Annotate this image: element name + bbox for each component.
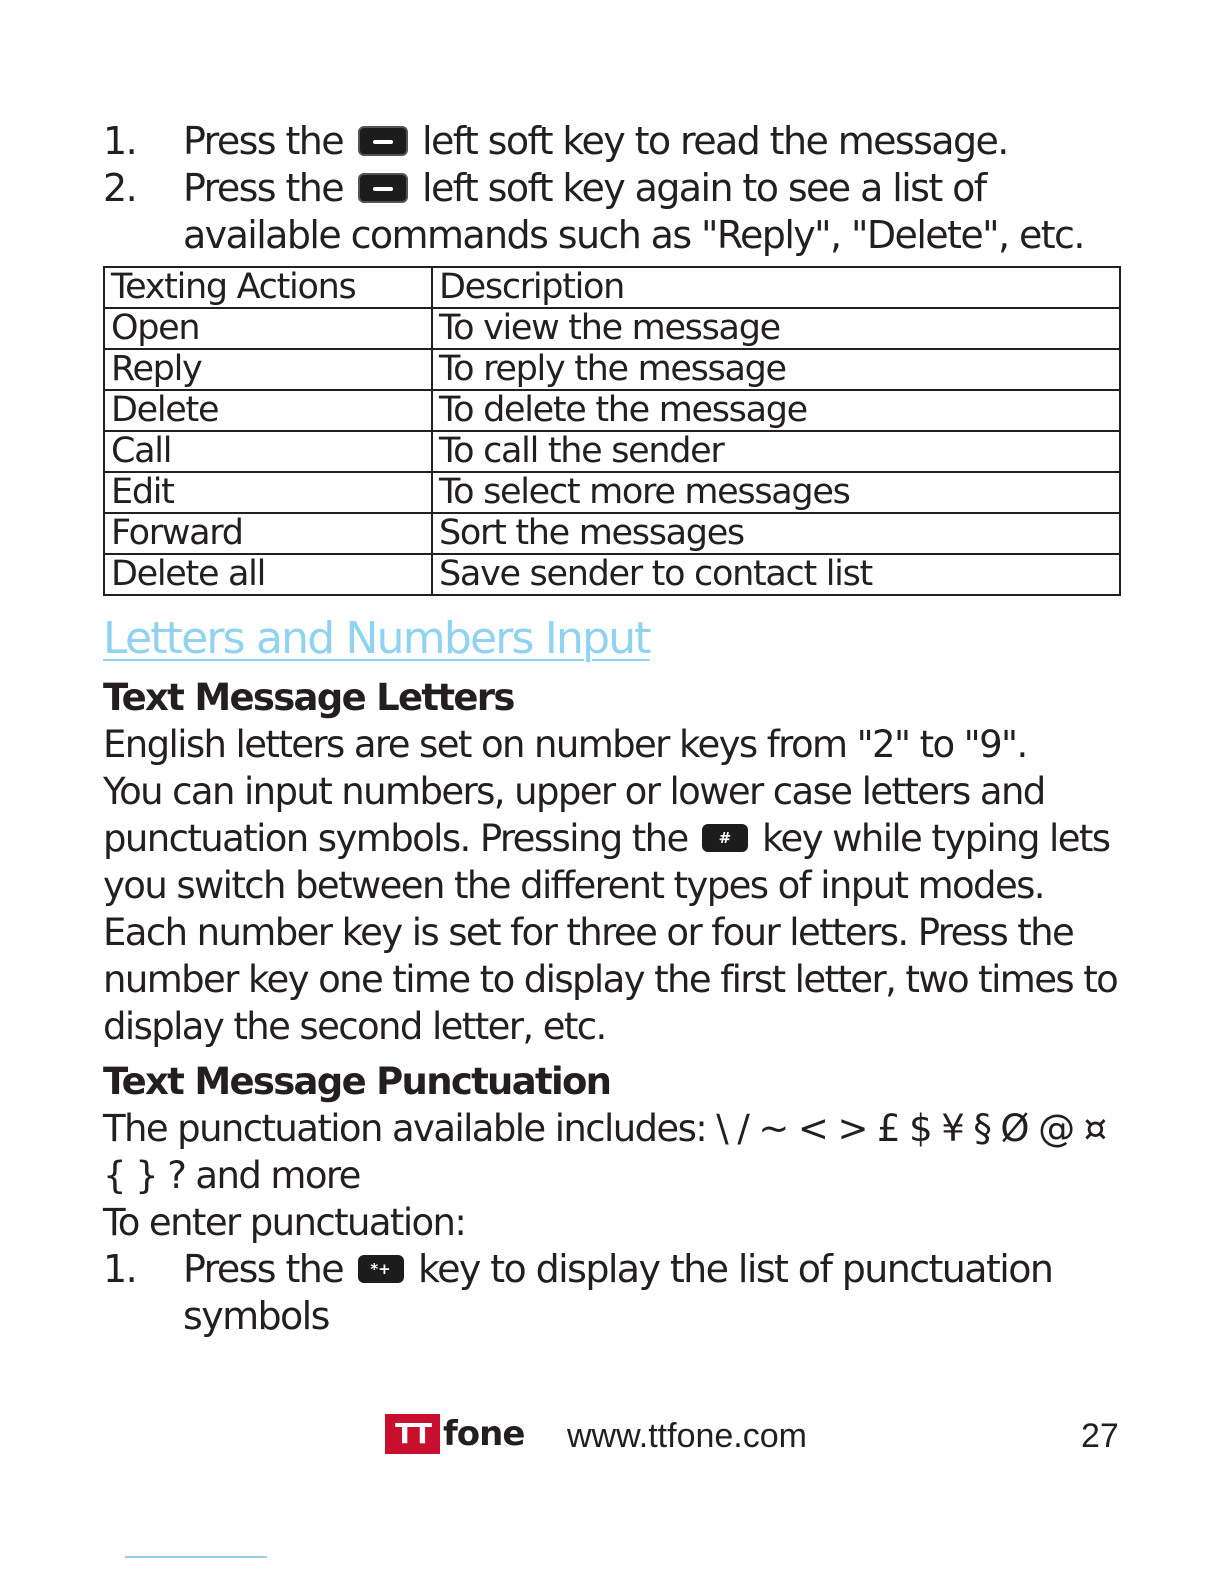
page-number: 27	[1081, 1417, 1119, 1455]
action-cell: Reply	[104, 349, 432, 390]
step-list-commands	[103, 165, 1121, 259]
enter-punctuation-label: To enter punctuation:	[103, 1201, 466, 1244]
punctuation-list: The punctuation available includes: \ / ~ < > £ $ ¥ § Ø @ ¤ { } ? and more	[103, 1107, 1106, 1197]
table-row	[104, 390, 1120, 431]
step-text-before: Press the	[183, 166, 344, 210]
table-row	[104, 349, 1120, 390]
table-row	[104, 513, 1120, 554]
description-cell: To delete the message	[432, 390, 1120, 431]
hash-key-icon: #	[702, 824, 748, 852]
step-display-punctuation	[103, 1246, 1121, 1340]
star-key-icon: *+	[358, 1255, 404, 1283]
table-header-cell: Texting Actions	[104, 267, 432, 308]
logo-tt-badge: TT	[385, 1414, 440, 1454]
heading-text-message-punctuation: Text Message Punctuation	[103, 1060, 611, 1103]
step-text-before: Press the	[183, 119, 344, 163]
letters-keys-line: English letters are set on number keys from "2" to "9".	[103, 723, 1027, 766]
texting-actions-table	[103, 266, 1121, 596]
action-cell: Open	[104, 308, 432, 349]
table-row	[104, 472, 1120, 513]
description-cell: To select more messages	[432, 472, 1120, 513]
page-footer	[0, 1408, 1224, 1468]
table-header-cell: Description	[432, 267, 1120, 308]
step-number: 2.	[103, 166, 137, 210]
action-cell: Delete	[104, 390, 432, 431]
action-cell: Call	[104, 431, 432, 472]
action-cell: Forward	[104, 513, 432, 554]
description-cell: To call the sender	[432, 431, 1120, 472]
heading-text-message-letters: Text Message Letters	[103, 676, 514, 719]
step-number: 1.	[103, 1247, 137, 1291]
step-text-line2: available commands such as "Reply", "Delete", etc.	[183, 213, 1084, 257]
step-text-after: left soft key again to see a list of	[422, 166, 986, 210]
left-soft-key-icon	[358, 126, 408, 156]
step-text-after: key to display the list of punctuation symbols	[183, 1247, 1053, 1338]
website-url: www.ttfone.com	[567, 1417, 807, 1455]
description-cell: To reply the message	[432, 349, 1120, 390]
description-cell: Save sender to contact list	[432, 554, 1120, 595]
page-content	[103, 118, 1121, 1340]
table-row	[104, 308, 1120, 349]
input-modes-paragraph	[103, 768, 1121, 909]
input-modes-text-before: You can input numbers, upper or lower case letters and punctuation symbols. Pressing the	[103, 770, 1045, 860]
table-row	[104, 431, 1120, 472]
step-text-before: Press the	[183, 1247, 344, 1291]
description-cell: To view the message	[432, 308, 1120, 349]
step-read-message	[103, 118, 1121, 165]
table-header-row	[104, 267, 1120, 308]
action-cell: Edit	[104, 472, 432, 513]
table-row	[104, 554, 1120, 595]
step-text-after: left soft key to read the message.	[422, 119, 1008, 163]
number-key-paragraph: Each number key is set for three or four letters. Press the number key one time to display the first letter, two times to display the second letter, etc.	[103, 911, 1118, 1048]
action-cell: Delete all	[104, 554, 432, 595]
step-number: 1.	[103, 119, 137, 163]
input-modes-text-after: key while typing lets you switch between the different types of input modes.	[103, 817, 1110, 907]
logo-fone-text: fone	[443, 1414, 525, 1454]
left-soft-key-icon	[358, 173, 408, 203]
section-link-letters-numbers-input[interactable]: Letters and Numbers Input	[103, 613, 650, 664]
bottom-divider	[125, 1556, 267, 1558]
description-cell: Sort the messages	[432, 513, 1120, 554]
